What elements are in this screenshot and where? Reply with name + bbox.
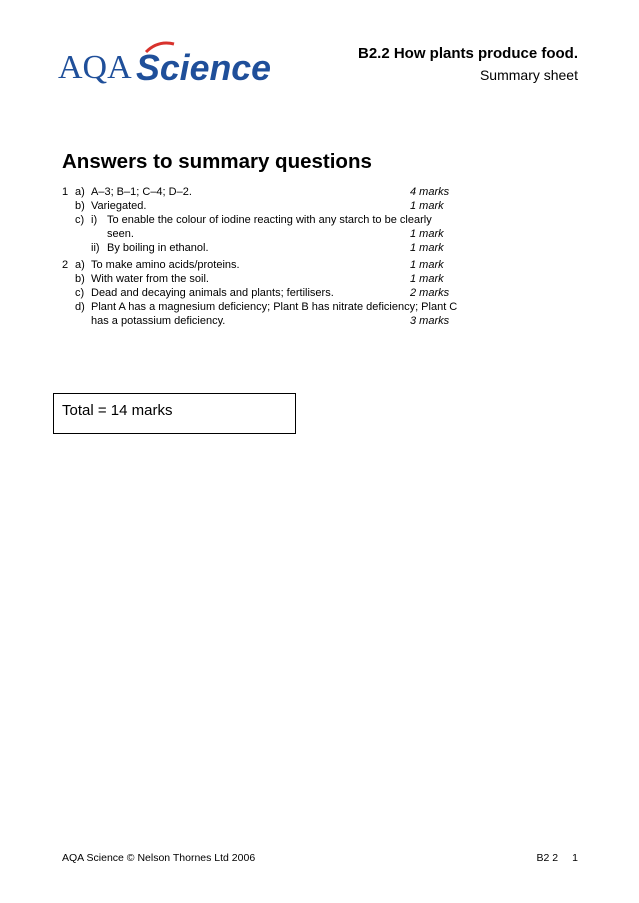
answer-row [62, 213, 522, 227]
question-number: 2 [62, 259, 69, 271]
question-number: 1 [62, 186, 69, 198]
subpart-label: i) [91, 214, 98, 226]
answer-continuation: has a potassium deficiency. [91, 315, 226, 327]
marks: 3 marks [410, 315, 450, 327]
answer-text: To make amino acids/proteins. [91, 259, 240, 271]
answer-row [62, 258, 522, 272]
part-label: a) [75, 186, 85, 198]
answer-row [62, 185, 522, 199]
answer-continuation: seen. [107, 228, 134, 240]
aqa-science-logo [58, 38, 278, 88]
marks: 1 mark [410, 242, 444, 254]
answer-text: Dead and decaying animals and plants; fertilisers. [91, 287, 334, 299]
marks: 1 mark [410, 228, 444, 240]
answer-row [62, 227, 522, 241]
logo-aqa-text: AQA [58, 49, 132, 86]
answer-text: With water from the soil. [91, 273, 209, 285]
answer-row [62, 314, 522, 328]
part-label: a) [75, 259, 85, 271]
header-subtitle: Summary sheet [479, 67, 578, 83]
answer-text: To enable the colour of iodine reacting with any starch to be clearly [107, 214, 432, 226]
header-title: B2.2 How plants produce food. [357, 45, 578, 62]
answer-row [62, 300, 522, 314]
answer-text: By boiling in ethanol. [107, 242, 209, 254]
footer-page-info [537, 852, 578, 864]
marks: 1 mark [410, 259, 444, 271]
logo-science-text: Science [136, 47, 271, 88]
part-label: c) [75, 287, 85, 299]
section-heading: Answers to summary questions [62, 150, 372, 173]
answer-text: Plant A has a magnesium deficiency; Plant B has nitrate deficiency; Plant C [91, 301, 458, 313]
marks: 1 mark [410, 200, 444, 212]
footer-code: B2 2 [536, 852, 559, 864]
question-2 [62, 258, 522, 328]
answer-row [62, 272, 522, 286]
subpart-label: ii) [91, 242, 100, 254]
answer-text: Variegated. [91, 200, 147, 212]
answer-row [62, 286, 522, 300]
part-label: b) [75, 273, 85, 285]
answer-row [62, 199, 522, 213]
part-label: d) [75, 301, 85, 313]
answer-row [62, 241, 522, 255]
aqa-science-logo-graphic [58, 38, 278, 88]
total-box [53, 393, 296, 434]
question-1 [62, 185, 522, 255]
marks: 2 marks [410, 287, 450, 299]
answer-text: A–3; B–1; C–4; D–2. [91, 186, 192, 198]
footer-copyright: AQA Science © Nelson Thornes Ltd 2006 [62, 852, 256, 864]
marks: 1 mark [410, 273, 444, 285]
part-label: b) [75, 200, 85, 212]
part-label: c) [75, 214, 85, 226]
page-number: 1 [572, 852, 578, 864]
total-marks: Total = 14 marks [62, 402, 173, 419]
marks: 4 marks [410, 186, 450, 198]
